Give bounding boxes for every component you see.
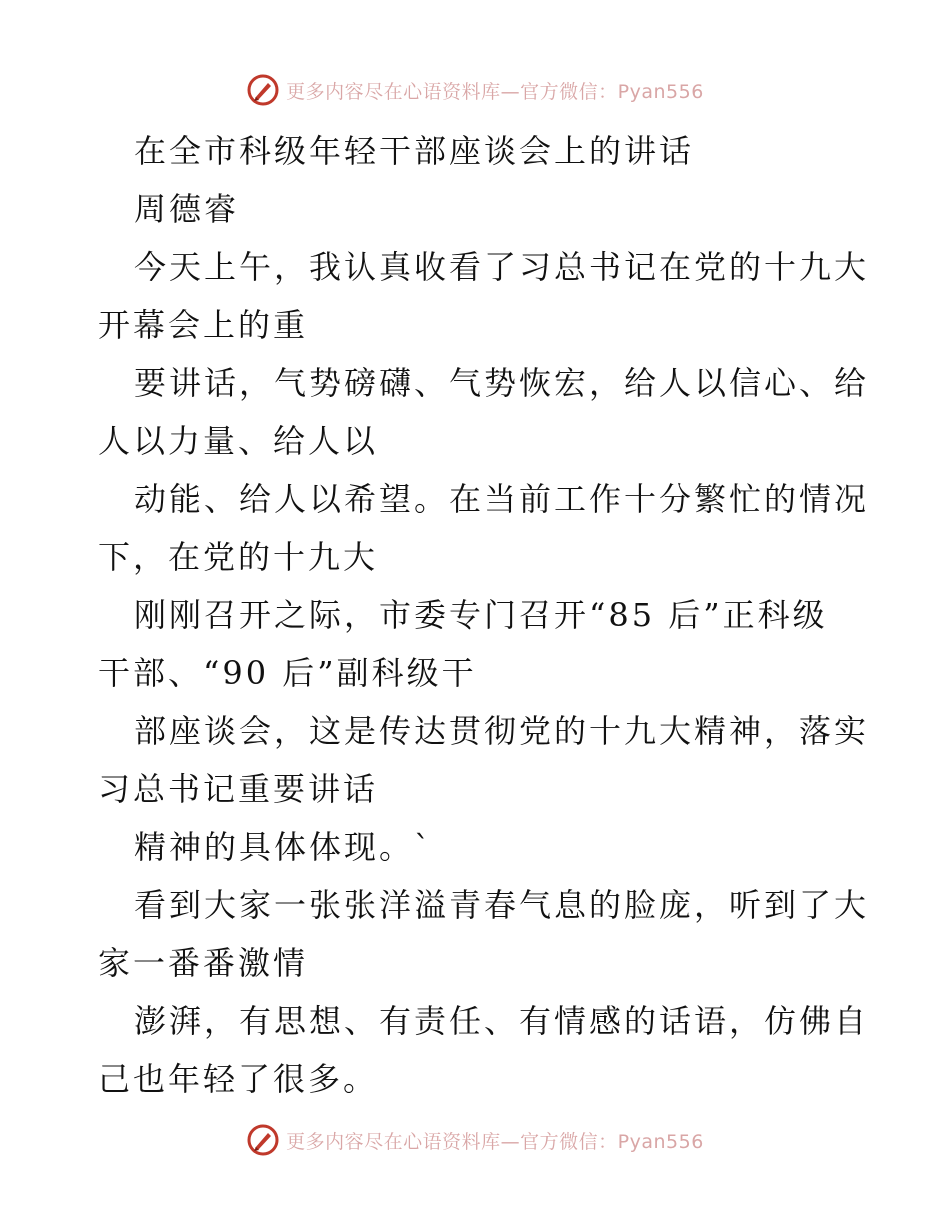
paragraph-line: 澎湃，有思想、有责任、有情感的话语，仿佛自 (134, 1002, 870, 1040)
header-watermark (0, 70, 950, 110)
paragraph-line: 部座谈会，这是传达贯彻党的十九大精神，落实 (134, 712, 870, 750)
paragraph-line: 己也年轻了很多。 (98, 1060, 379, 1098)
document-title: 在全市科级年轻干部座谈会上的讲话 (134, 132, 695, 170)
pen-logo-icon (246, 1123, 280, 1157)
paragraph-line: 干部、“90 后”副科级干 (98, 654, 477, 692)
paragraph-line: 要讲话，气势磅礴、气势恢宏，给人以信心、给 (134, 364, 870, 402)
watermark-text: 更多内容尽在心语资料库—官方微信：Pyan556 (286, 1130, 704, 1153)
paragraph-line: 开幕会上的重 (98, 306, 309, 344)
footer-watermark (0, 1120, 950, 1160)
paragraph-line: 动能、给人以希望。在当前工作十分繁忙的情况 (134, 480, 870, 518)
paragraph-line: 下，在党的十九大 (98, 538, 379, 576)
pen-logo-icon (246, 73, 280, 107)
document-body (98, 122, 870, 1108)
paragraph-line: 今天上午，我认真收看了习总书记在党的十九大 (134, 248, 870, 286)
paragraph-line: 刚刚召开之际，市委专门召开“85 后”正科级 (134, 596, 828, 634)
paragraph-line: 精神的具体体现。` (134, 828, 434, 866)
paragraph-line: 看到大家一张张洋溢青春气息的脸庞，听到了大 (134, 886, 870, 924)
paragraph-line: 人以力量、给人以 (98, 422, 379, 460)
document-author: 周德睿 (134, 190, 240, 228)
paragraph-line: 家一番番激情 (98, 944, 309, 982)
watermark-text: 更多内容尽在心语资料库—官方微信：Pyan556 (286, 80, 704, 103)
paragraph-line: 习总书记重要讲话 (98, 770, 379, 808)
